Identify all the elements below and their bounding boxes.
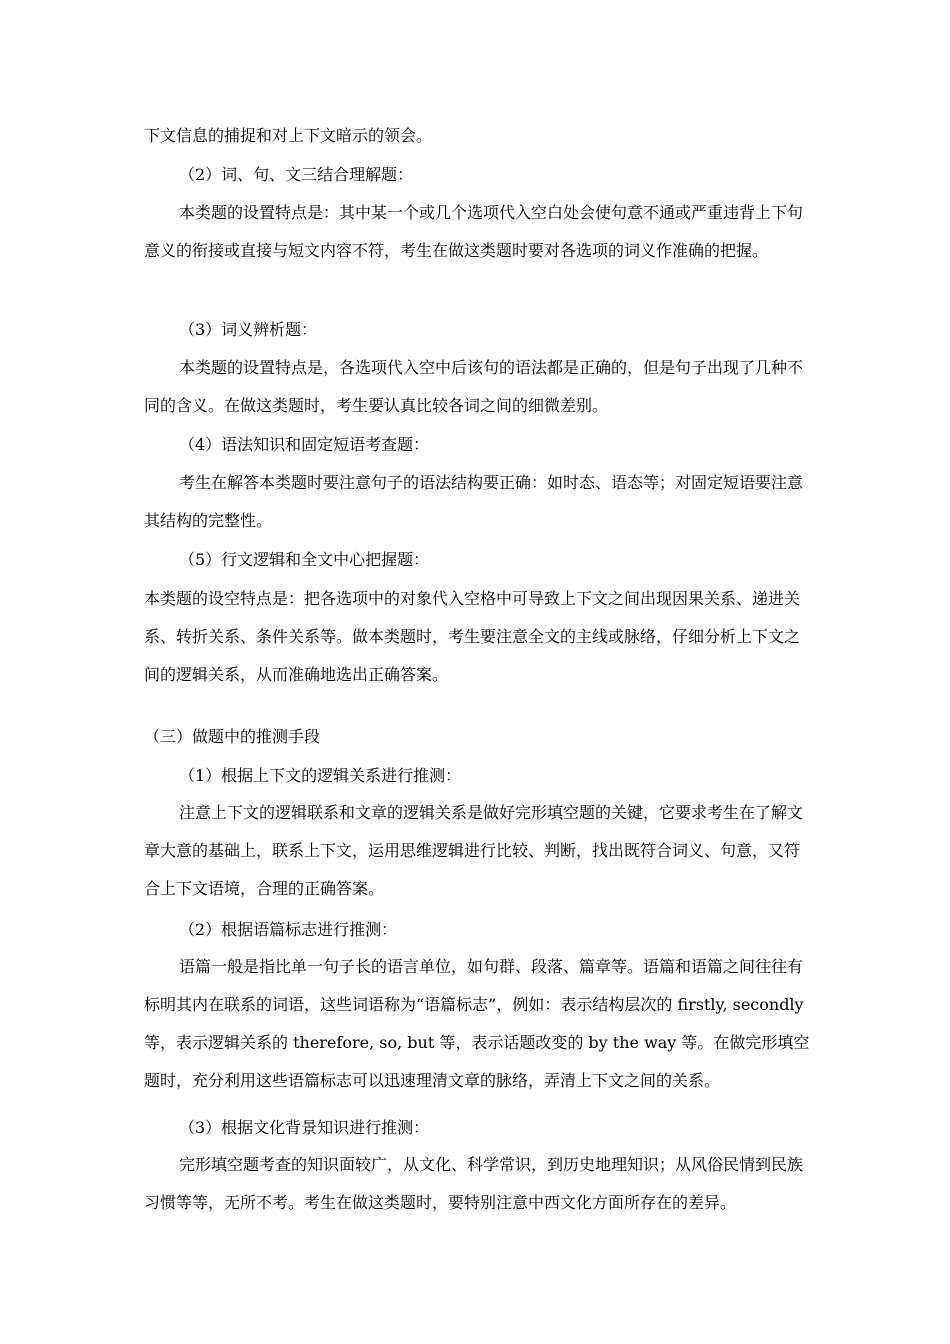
subheading-2b: （2）根据语篇标志进行推测： [179, 920, 398, 939]
subheading-5: （5）行文逻辑和全文中心把握题： [179, 550, 430, 569]
paragraph: 完形填空题考查的知识面较广，从文化、科学常识，到历史地理知识；从风俗民情到民族习惯等等，无所不考。考生在做这类题时，要特别注意中西文化方面所存在的差异。 [144, 1155, 804, 1212]
section-heading: （三）做题中的推测手段 [144, 727, 321, 746]
subheading-1: （1）根据上下文的逻辑关系进行推测： [179, 766, 462, 785]
paragraph: 语篇一般是指比单一句子长的语言单位，如句群、段落、篇章等。语篇和语篇之间往往有标明其内在联系的词语，这些词语称为“语篇标志”，例如：表示结构层次的 firstly, secondly 等，表示逻辑关系的 therefore, so, but 等，表示话题改变的 by the way 等。在做完形填空题时，充分利用这些语篇标志可以迅速理清文章的脉络，弄清上下文之间的关系。 [144, 957, 810, 1090]
paragraph: 本类题的设空特点是：把各选项中的对象代入空格中可导致上下文之间出现因果关系、递进关系、转折关系、条件关系等。做本类题时，考生要注意全文的主线或脉络，仔细分析上下文之间的逻辑关系，从而准确地选出正确答案。 [144, 589, 801, 684]
subheading-4: （4）语法知识和固定短语考查题： [179, 435, 430, 454]
paragraph: 本类题的设置特点是：其中某一个或几个选项代入空白处会使句意不通或严重违背上下句意义的衔接或直接与短文内容不符，考生在做这类题时要对各选项的词义作准确的把握。 [144, 203, 804, 260]
subheading-3: （3）词义辨析题： [179, 320, 318, 339]
paragraph-continuation: 下文信息的捕捉和对上下文暗示的领会。 [144, 126, 433, 145]
paragraph: 考生在解答本类题时要注意句子的语法结构要正确：如时态、语态等；对固定短语要注意其结构的完整性。 [144, 473, 804, 530]
subheading-2: （2）词、句、文三结合理解题： [179, 165, 414, 184]
paragraph: 注意上下文的逻辑联系和文章的逻辑关系是做好完形填空题的关键，它要求考生在了解文章大意的基础上，联系上下文，运用思维逻辑进行比较、判断，找出既符合词义、句意，又符合上下文语境，合理的正确答案。 [144, 803, 804, 898]
paragraph: 本类题的设置特点是，各选项代入空中后该句的语法都是正确的，但是句子出现了几种不同的含义。在做这类题时，考生要认真比较各词之间的细微差别。 [144, 358, 804, 415]
subheading-3b: （3）根据文化背景知识进行推测： [179, 1118, 430, 1137]
